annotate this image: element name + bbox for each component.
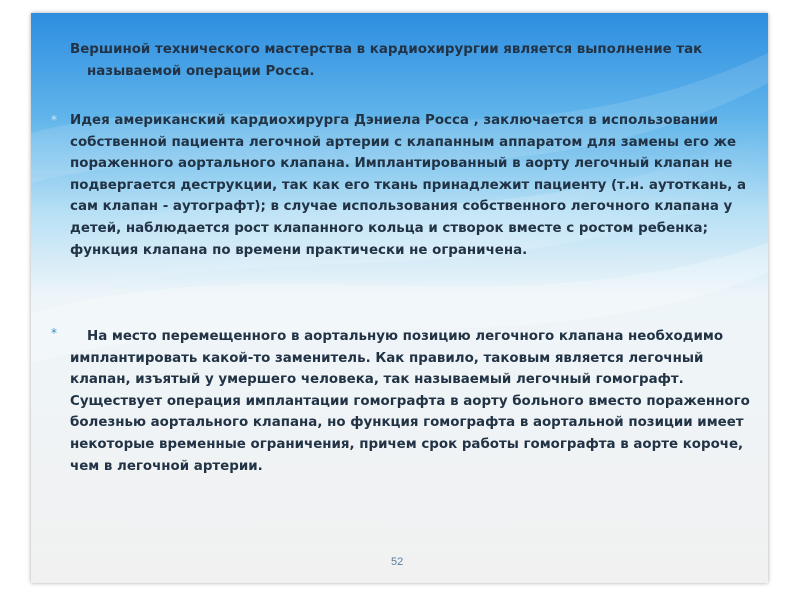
sky-background [31,13,768,583]
slide [31,13,768,583]
paragraph-ross-idea: Идея американский кардиохирурга Дэниела Росса , заключается в использовании собственной пациента легочной артерии с клапанным аппаратом для замены его же пораженного аортального клапана. Имплантированный в аорту легочный клапан не подвергается деструкции, так как его ткань принадлежит пациенту (т.н. аутоткань, а сам клапан - аутографт); в случае использования собственного легочного клапана у детей, наблюдается рост клапанного кольца и створок вместе с ростом ребенка; функция клапана по времени практически не ограничена. [70,113,747,258]
paragraph-homograft: На место перемещенного в аортальную позицию легочного клапана необходимо имплантировать какой-то заменитель. Как правило, таковым является легочный клапан, изъятый у умершего человека, так называемый легочный гомографт. Существует операция имплантации гомографта в аорту больного вместо пораженного болезнью аортального клапана, но функция гомографта в аортальной позиции имеет некоторые временные ограничения, причем срок работы гомографта в аорте короче, чем в легочной артерии. [70,329,750,474]
page-number: 52 [391,556,404,568]
bullet-marker: * [51,326,57,340]
paragraph-intro: Вершиной технического мастерства в кардиохирургии является выполнение так называемой операции Росса. [70,42,703,79]
bullet-marker: * [51,113,57,127]
